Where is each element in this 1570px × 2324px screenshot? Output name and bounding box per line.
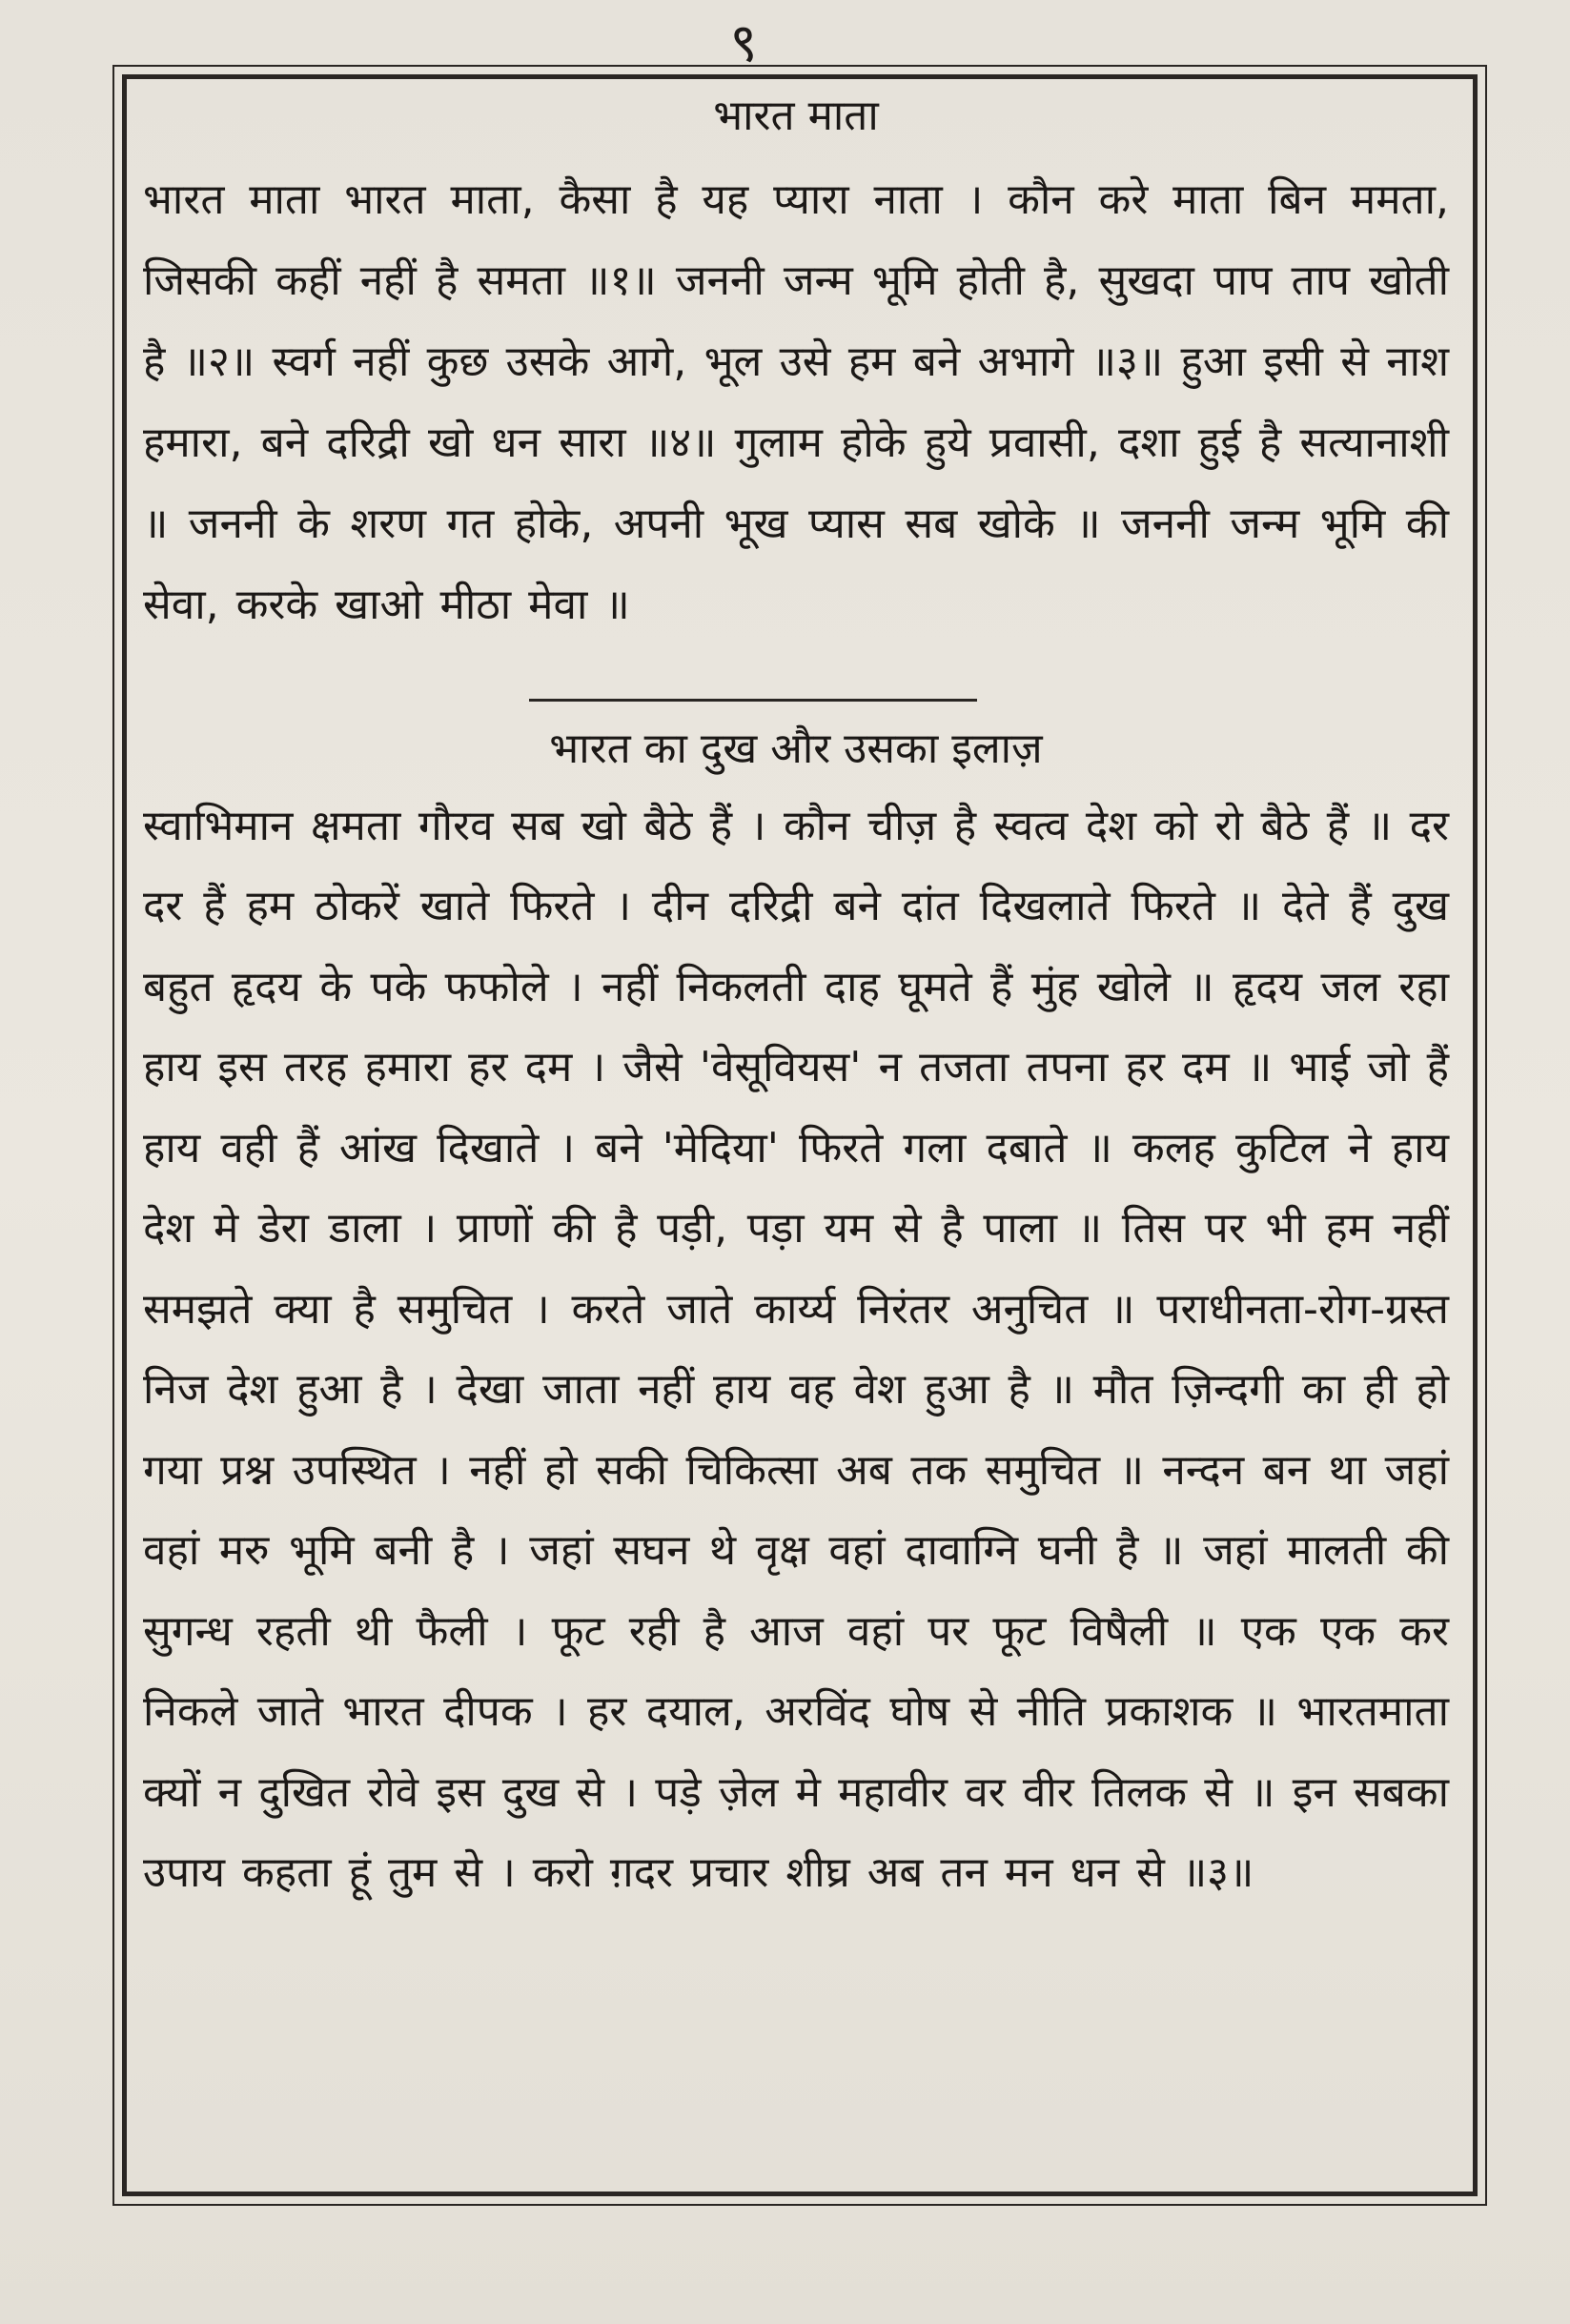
poem-text: भारत माता भारत माता, कैसा है यह प्यारा नाता । कौन करे माता बिन ममता, जिसकी कहीं नहीं है समता ॥१॥ जननी जन्म भूमि होती है, सुखदा पाप ताप खोती है ॥२॥ स्वर्ग नहीं कुछ उसके आगे, भूल उसे हम बने अभागे ॥३॥ हुआ इसी से नाश हमारा, बने दरिद्री खो धन सारा ॥४॥ गुलाम होके हुये प्रवासी, दशा हुई है सत्यानाशी ॥ जननी के शरण गत होके, अपनी भूख प्यास सब खोके ॥ जननी जन्म भूमि की सेवा, करके खाओ मीठा मेवा ॥ [143,174,1449,629]
poem-bharat-ka-dukh [143,724,1449,1914]
poem-title: भारत माता [713,92,879,140]
poem-text: स्वाभिमान क्षमता गौरव सब खो बैठे हैं । कौन चीज़ है स्वत्व देश को रो बैठे हैं ॥ दर दर हैं हम ठोकरें खाते फिरते । दीन दरिद्री बने दांत दिखलाते फिरते ॥ देते हैं दुख बहुत हृदय के पके फफोले । नहीं निकलती दाह घूमते हैं मुंह खोले ॥ हृदय जल रहा हाय इस तरह हमारा हर दम । जैसे 'वेसूवियस' न तजता तपना हर दम ॥ भाई जो हैं हाय वही हैं आंख दिखाते । बने 'मेदिया' फिरते गला दबाते ॥ कलह कुटिल ने हाय देश मे डेरा डाला । प्राणों की है पड़ी, पड़ा यम से है पाला ॥ तिस पर भी हम नहीं समझते क्या है समुचित । करते जाते कार्य्य निरंतर अनुचित ॥ पराधीनता-रोग-ग्रस्त निज देश हुआ है । देखा जाता नहीं हाय वह वेश हुआ है ॥ मौत ज़िन्दगी का ही हो गया प्रश्न उपस्थित । नहीं हो सकी चिकित्सा अब तक समुचित ॥ नन्दन बन था जहां वहां मरु भूमि बनी है । जहां सघन थे वृक्ष वहां दावाग्नि घनी है ॥ जहां मालती की सुगन्ध रहती थी फैली । फूट रही है आज वहां पर फूट विषैली ॥ एक एक कर निकले जाते भारत दीपक । हर दयाल, अरविंद घोष से नीति प्रकाशक ॥ भारतमाता क्यों न दुखित रोवे इस दुख से । पड़े ज़ेल मे महावीर वर वीर तिलक से ॥ इन सबका उपाय कहता हूं तुम से । करो ग़दर प्रचार शीघ्र अब तन मन धन से ॥३॥ [143,801,1449,1898]
section-divider [529,699,977,702]
poem-bharat-mata [143,92,1449,645]
poem-title: भारत का दुख और उसका इलाज़ [549,724,1043,773]
page-number: ९ [729,12,758,74]
